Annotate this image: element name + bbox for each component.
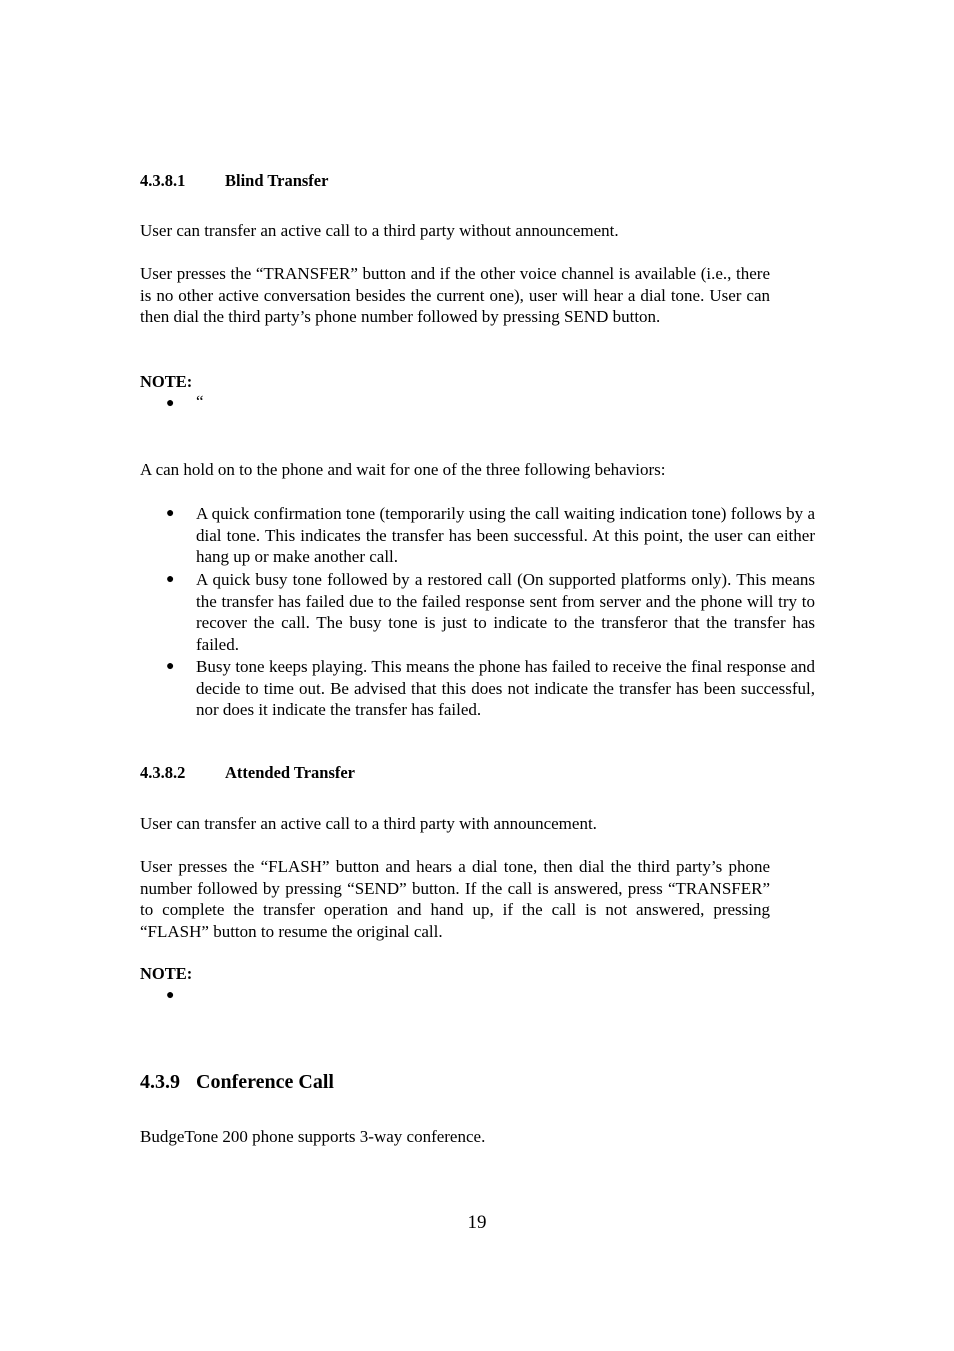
note-bullet-icon: ● xyxy=(166,988,175,1003)
blind-transfer-intro: User can transfer an active call to a third party without announcement. xyxy=(140,221,619,240)
list-item-text: A quick busy tone followed by a restored call (On supported platforms only). This means the transfer has failed due to the failed response sent from server and the phone will try to recover the call. The busy tone is just to indicate to the transferor that the transfer has failed. xyxy=(196,570,815,654)
note-label: NOTE: xyxy=(140,372,193,391)
blind-transfer-body: User presses the “TRANSFER” button and if the other voice channel is available (i.e., there is no other active conversation besides the current one), user will hear a dial tone. User can then dial the third party’s phone number followed by pressing SEND button. xyxy=(140,264,770,327)
heading-title: Conference Call xyxy=(196,1071,334,1093)
heading-attended-transfer xyxy=(140,763,355,783)
list-item xyxy=(140,656,815,721)
note-bullet-icon: ● xyxy=(166,396,175,411)
bullet-icon: ● xyxy=(166,506,175,521)
heading-title: Blind Transfer xyxy=(225,171,329,190)
heading-number: 4.3.8.2 xyxy=(140,763,186,782)
list-item xyxy=(140,569,815,655)
note-label: NOTE: xyxy=(140,964,193,983)
bullet-icon: ● xyxy=(166,659,175,674)
attended-transfer-intro: User can transfer an active call to a third party with announcement. xyxy=(140,814,597,833)
note-bullet-text: “ xyxy=(196,392,204,411)
attended-transfer-body: User presses the “FLASH” button and hears a dial tone, then dial the third party’s phone number followed by pressing “SEND” button. If the call is answered, press “TRANSFER” to complete the transfer operation and hand up, if the call is not answered, pressing “FLASH” button to resume the original call. xyxy=(140,857,770,941)
heading-title: Attended Transfer xyxy=(225,763,356,782)
bullet-icon: ● xyxy=(166,572,175,587)
conference-call-body: BudgeTone 200 phone supports 3-way conference. xyxy=(140,1127,486,1146)
list-item-text: Busy tone keeps playing. This means the phone has failed to receive the final response and decide to time out. Be advised that this does not indicate the transfer has been successful, nor does it indicate the transfer has failed. xyxy=(196,657,815,720)
heading-number: 4.3.8.1 xyxy=(140,171,186,190)
behaviors-intro: A can hold on to the phone and wait for one of the three following behaviors: xyxy=(140,460,666,479)
heading-blind-transfer xyxy=(140,171,328,191)
heading-conference-call xyxy=(140,1071,334,1094)
page-number: 19 xyxy=(467,1212,487,1233)
list-item xyxy=(140,503,815,568)
heading-number: 4.3.9 xyxy=(140,1071,180,1093)
list-item-text: A quick confirmation tone (temporarily using the call waiting indication tone) follows by a dial tone. This indicates the transfer has been successful. At this point, the user can either hang up or make another call. xyxy=(196,504,815,567)
